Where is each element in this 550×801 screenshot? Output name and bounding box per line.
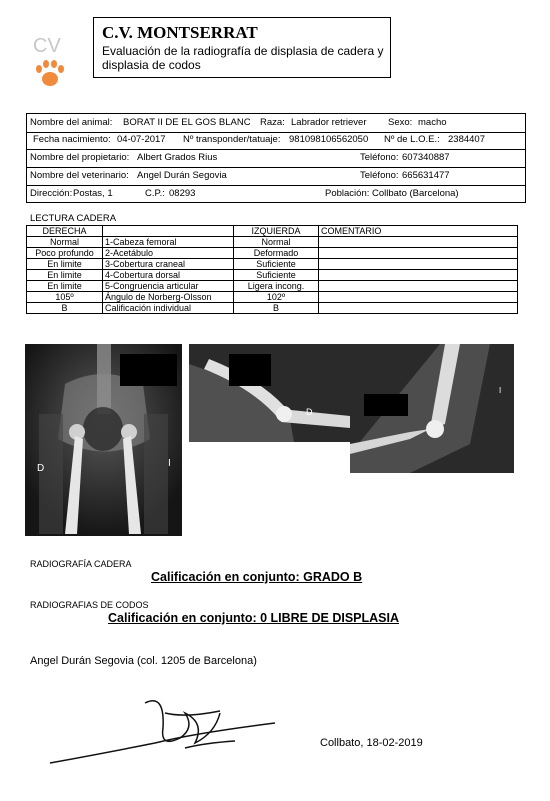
right-marker: D: [306, 407, 313, 417]
left-value: Normal: [234, 237, 319, 248]
birth-label: Fecha nacimiento:: [33, 134, 111, 145]
sex-label: Sexo:: [388, 117, 413, 128]
header-middle: [103, 226, 234, 237]
item-label: 3-Cobertura craneal: [103, 259, 234, 270]
left-value: Deformado: [234, 248, 319, 259]
vet-row: [27, 167, 525, 186]
header-left: IZQUIERDA: [234, 226, 319, 237]
xray-id-label: [120, 354, 177, 386]
comment-cell: [319, 259, 518, 270]
comment-cell: [319, 281, 518, 292]
vet-signature-line: Angel Durán Segovia (col. 1205 de Barcelona): [30, 655, 257, 667]
report-subtitle: Evaluación de la radiografía de displasia de cadera y displasia de codos: [102, 44, 384, 72]
elbow-section-title: RADIOGRAFIAS DE CODOS: [30, 600, 149, 610]
place-date: Collbato, 18-02-2019: [320, 737, 423, 749]
owner-name: Albert Grados Rius: [137, 152, 218, 163]
hip-overall-result: Calificación en conjunto: GRADO B: [151, 570, 363, 584]
elbow-right-radiograph: [189, 344, 350, 442]
address-row: [27, 185, 525, 203]
comment-cell: [319, 248, 518, 259]
sex-value: macho: [418, 117, 447, 128]
clinic-logo: [30, 30, 70, 90]
item-label: Calificación individual: [103, 303, 234, 314]
handwritten-signature: [45, 693, 295, 773]
address-value: Postas, 1: [73, 188, 113, 199]
paw-icon: [36, 60, 64, 86]
birth-value: 04-07-2017: [117, 134, 166, 145]
hip-reading-title: LECTURA CADERA: [30, 213, 117, 224]
comment-cell: [319, 237, 518, 248]
comment-cell: [319, 270, 518, 281]
right-marker: D: [37, 463, 45, 474]
left-value: 102º: [234, 292, 319, 303]
item-label: 5-Congruencia articular: [103, 281, 234, 292]
table-row: [27, 303, 518, 314]
owner-row: [27, 149, 525, 168]
xray-id-label: [364, 394, 408, 416]
owner-phone: 607340887: [402, 152, 450, 163]
table-row: [27, 281, 518, 292]
item-label: 4-Cobertura dorsal: [103, 270, 234, 281]
left-marker: I: [168, 458, 171, 469]
city-value: Collbato (Barcelona): [372, 188, 459, 199]
hip-header-row: [27, 226, 518, 237]
cp-label: C.P.:: [145, 188, 165, 199]
cp-value: 08293: [169, 188, 196, 199]
item-label: Ángulo de Norberg-Olsson: [103, 292, 234, 303]
right-value: B: [27, 303, 103, 314]
header-box: [93, 17, 391, 78]
vet-phone: 665631477: [402, 170, 450, 181]
address-label: Dirección:: [30, 188, 73, 199]
vet-label: Nombre del veterinario:: [30, 170, 129, 181]
comment-cell: [319, 303, 518, 314]
owner-phone-label: Teléfono:: [360, 152, 399, 163]
elbow-overall-result: Calificación en conjunto: 0 LIBRE DE DISPLASIA: [108, 611, 400, 625]
left-value: Ligera incong.: [234, 281, 319, 292]
vet-name: Angel Durán Segovia: [137, 170, 227, 181]
logo-text: CV: [33, 35, 61, 57]
elbow-left-radiograph: [350, 344, 514, 473]
left-marker: I: [499, 386, 502, 395]
animal-row-2: [27, 131, 525, 150]
left-value: B: [234, 303, 319, 314]
hip-reading-table: [26, 225, 518, 314]
right-value: En limite: [27, 281, 103, 292]
right-value: 105º: [27, 292, 103, 303]
transponder-label: Nº transponder/tatuaje:: [183, 134, 281, 145]
item-label: 2-Acetábulo: [103, 248, 234, 259]
item-label: 1-Cabeza femoral: [103, 237, 234, 248]
breed-label: Raza:: [260, 117, 285, 128]
clinic-name: C.V. MONTSERRAT: [102, 23, 258, 42]
left-value: Suficiente: [234, 259, 319, 270]
animal-name: BORAT II DE EL GOS BLANC: [123, 117, 251, 128]
hip-section-title: RADIOGRAFÍA CADERA: [30, 559, 132, 569]
city-label: Población:: [325, 188, 370, 199]
vet-phone-label: Teléfono:: [360, 170, 399, 181]
table-row: [27, 270, 518, 281]
table-row: [27, 237, 518, 248]
table-row: [27, 248, 518, 259]
left-value: Suficiente: [234, 270, 319, 281]
right-value: Normal: [27, 237, 103, 248]
table-row: [27, 292, 518, 303]
hip-radiograph: [25, 344, 182, 536]
transponder-value: 981098106562050: [289, 134, 369, 145]
table-row: [27, 259, 518, 270]
header-right: DERECHA: [27, 226, 103, 237]
loe-value: 2384407: [448, 134, 485, 145]
animal-name-label: Nombre del animal:: [30, 117, 113, 128]
right-value: En limite: [27, 259, 103, 270]
animal-info-table: [26, 113, 526, 203]
loe-label: Nº de L.O.E.:: [384, 134, 440, 145]
xray-id-label: [229, 354, 271, 386]
comment-cell: [319, 292, 518, 303]
right-value: Poco profundo: [27, 248, 103, 259]
breed-value: Labrador retriever: [291, 117, 367, 128]
header-comment: COMENTARIO: [319, 226, 518, 237]
owner-label: Nombre del propietario:: [30, 152, 130, 163]
right-value: En limite: [27, 270, 103, 281]
